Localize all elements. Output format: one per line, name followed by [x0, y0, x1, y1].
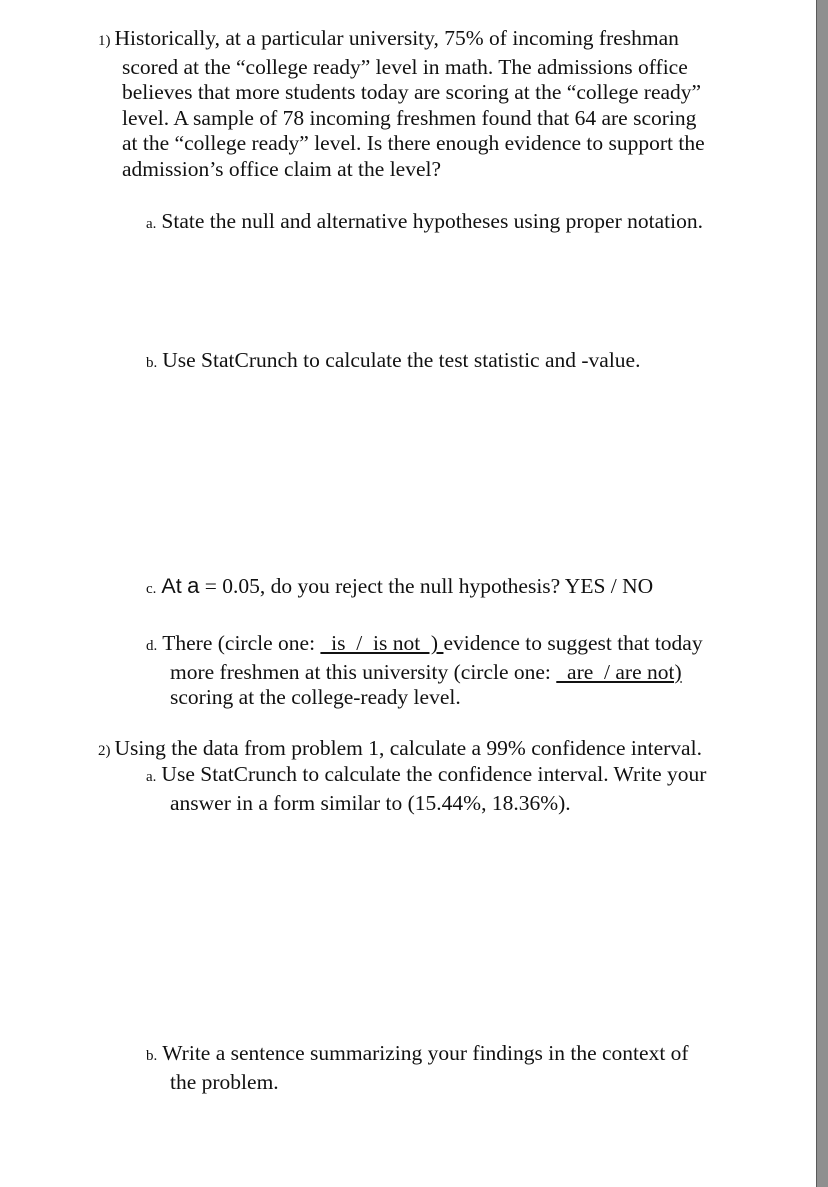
part-d-line-3: scoring at the college-ready level. [170, 685, 461, 709]
problem-1-number: 1) [98, 33, 111, 49]
part-c-label: c. [146, 581, 157, 597]
problem-1-part-d: d. There (circle one: is / is not ) evidence to suggest that today more freshmen at this university (circle one: are / are not) scoring at the college-ready level. [146, 631, 703, 709]
part-c-text: = 0.05, do you reject the null hypothesis? YES / NO [204, 574, 654, 598]
p2-part-a-line-2: answer in a form similar to (15.44%, 18.36%). [170, 790, 571, 815]
circle-choice-is-is-not: is / is not ) [320, 631, 444, 655]
problem-1-line-4: level. A sample of 78 incoming freshmen found that 64 are scoring [122, 105, 697, 130]
part-d-label: d. [146, 638, 158, 654]
problem-1-part-a [146, 209, 703, 238]
page-edge-shadow [816, 0, 828, 1187]
problem-2-part-a: a. Use StatCrunch to calculate the confidence interval. Write your answer in a form similar to (15.44%, 18.36%). [146, 762, 707, 815]
problem-2-part-b: b. Write a sentence summarizing your findings in the context of the problem. [146, 1041, 689, 1094]
part-a-text: State the null and alternative hypotheses using proper notation. [161, 209, 703, 233]
problem-2 [98, 736, 702, 765]
problem-1-part-c [146, 573, 653, 603]
problem-1 [98, 26, 705, 182]
problem-2-number: 2) [98, 743, 111, 759]
circle-choice-are-are-not: are / are not) [556, 659, 682, 684]
problem-1-line-1: 1) Historically, at a particular university, 75% of incoming freshman [98, 26, 679, 50]
problem-1-line-6: admission’s office claim at the level? [122, 156, 442, 181]
alpha-symbol: a [187, 573, 200, 598]
p2-part-a-label: a. [146, 769, 157, 785]
part-c-at: At [161, 574, 182, 598]
part-a-label: a. [146, 216, 157, 232]
part-b-text: Use StatCrunch to calculate the test statistic and -value. [162, 348, 641, 372]
problem-1-line-2: scored at the “college ready” level in math. The admissions office [122, 54, 688, 79]
part-b-label: b. [146, 355, 158, 371]
problem-1-part-b [146, 348, 640, 377]
problem-2-text: Using the data from problem 1, calculate a 99% confidence interval. [114, 736, 702, 760]
p2-part-b-line-2: the problem. [170, 1069, 279, 1094]
problem-1-line-3: believes that more students today are scoring at the “college ready” [122, 80, 702, 104]
p2-part-b-label: b. [146, 1048, 158, 1064]
problem-1-line-5: at the “college ready” level. Is there enough evidence to support the [122, 131, 705, 155]
